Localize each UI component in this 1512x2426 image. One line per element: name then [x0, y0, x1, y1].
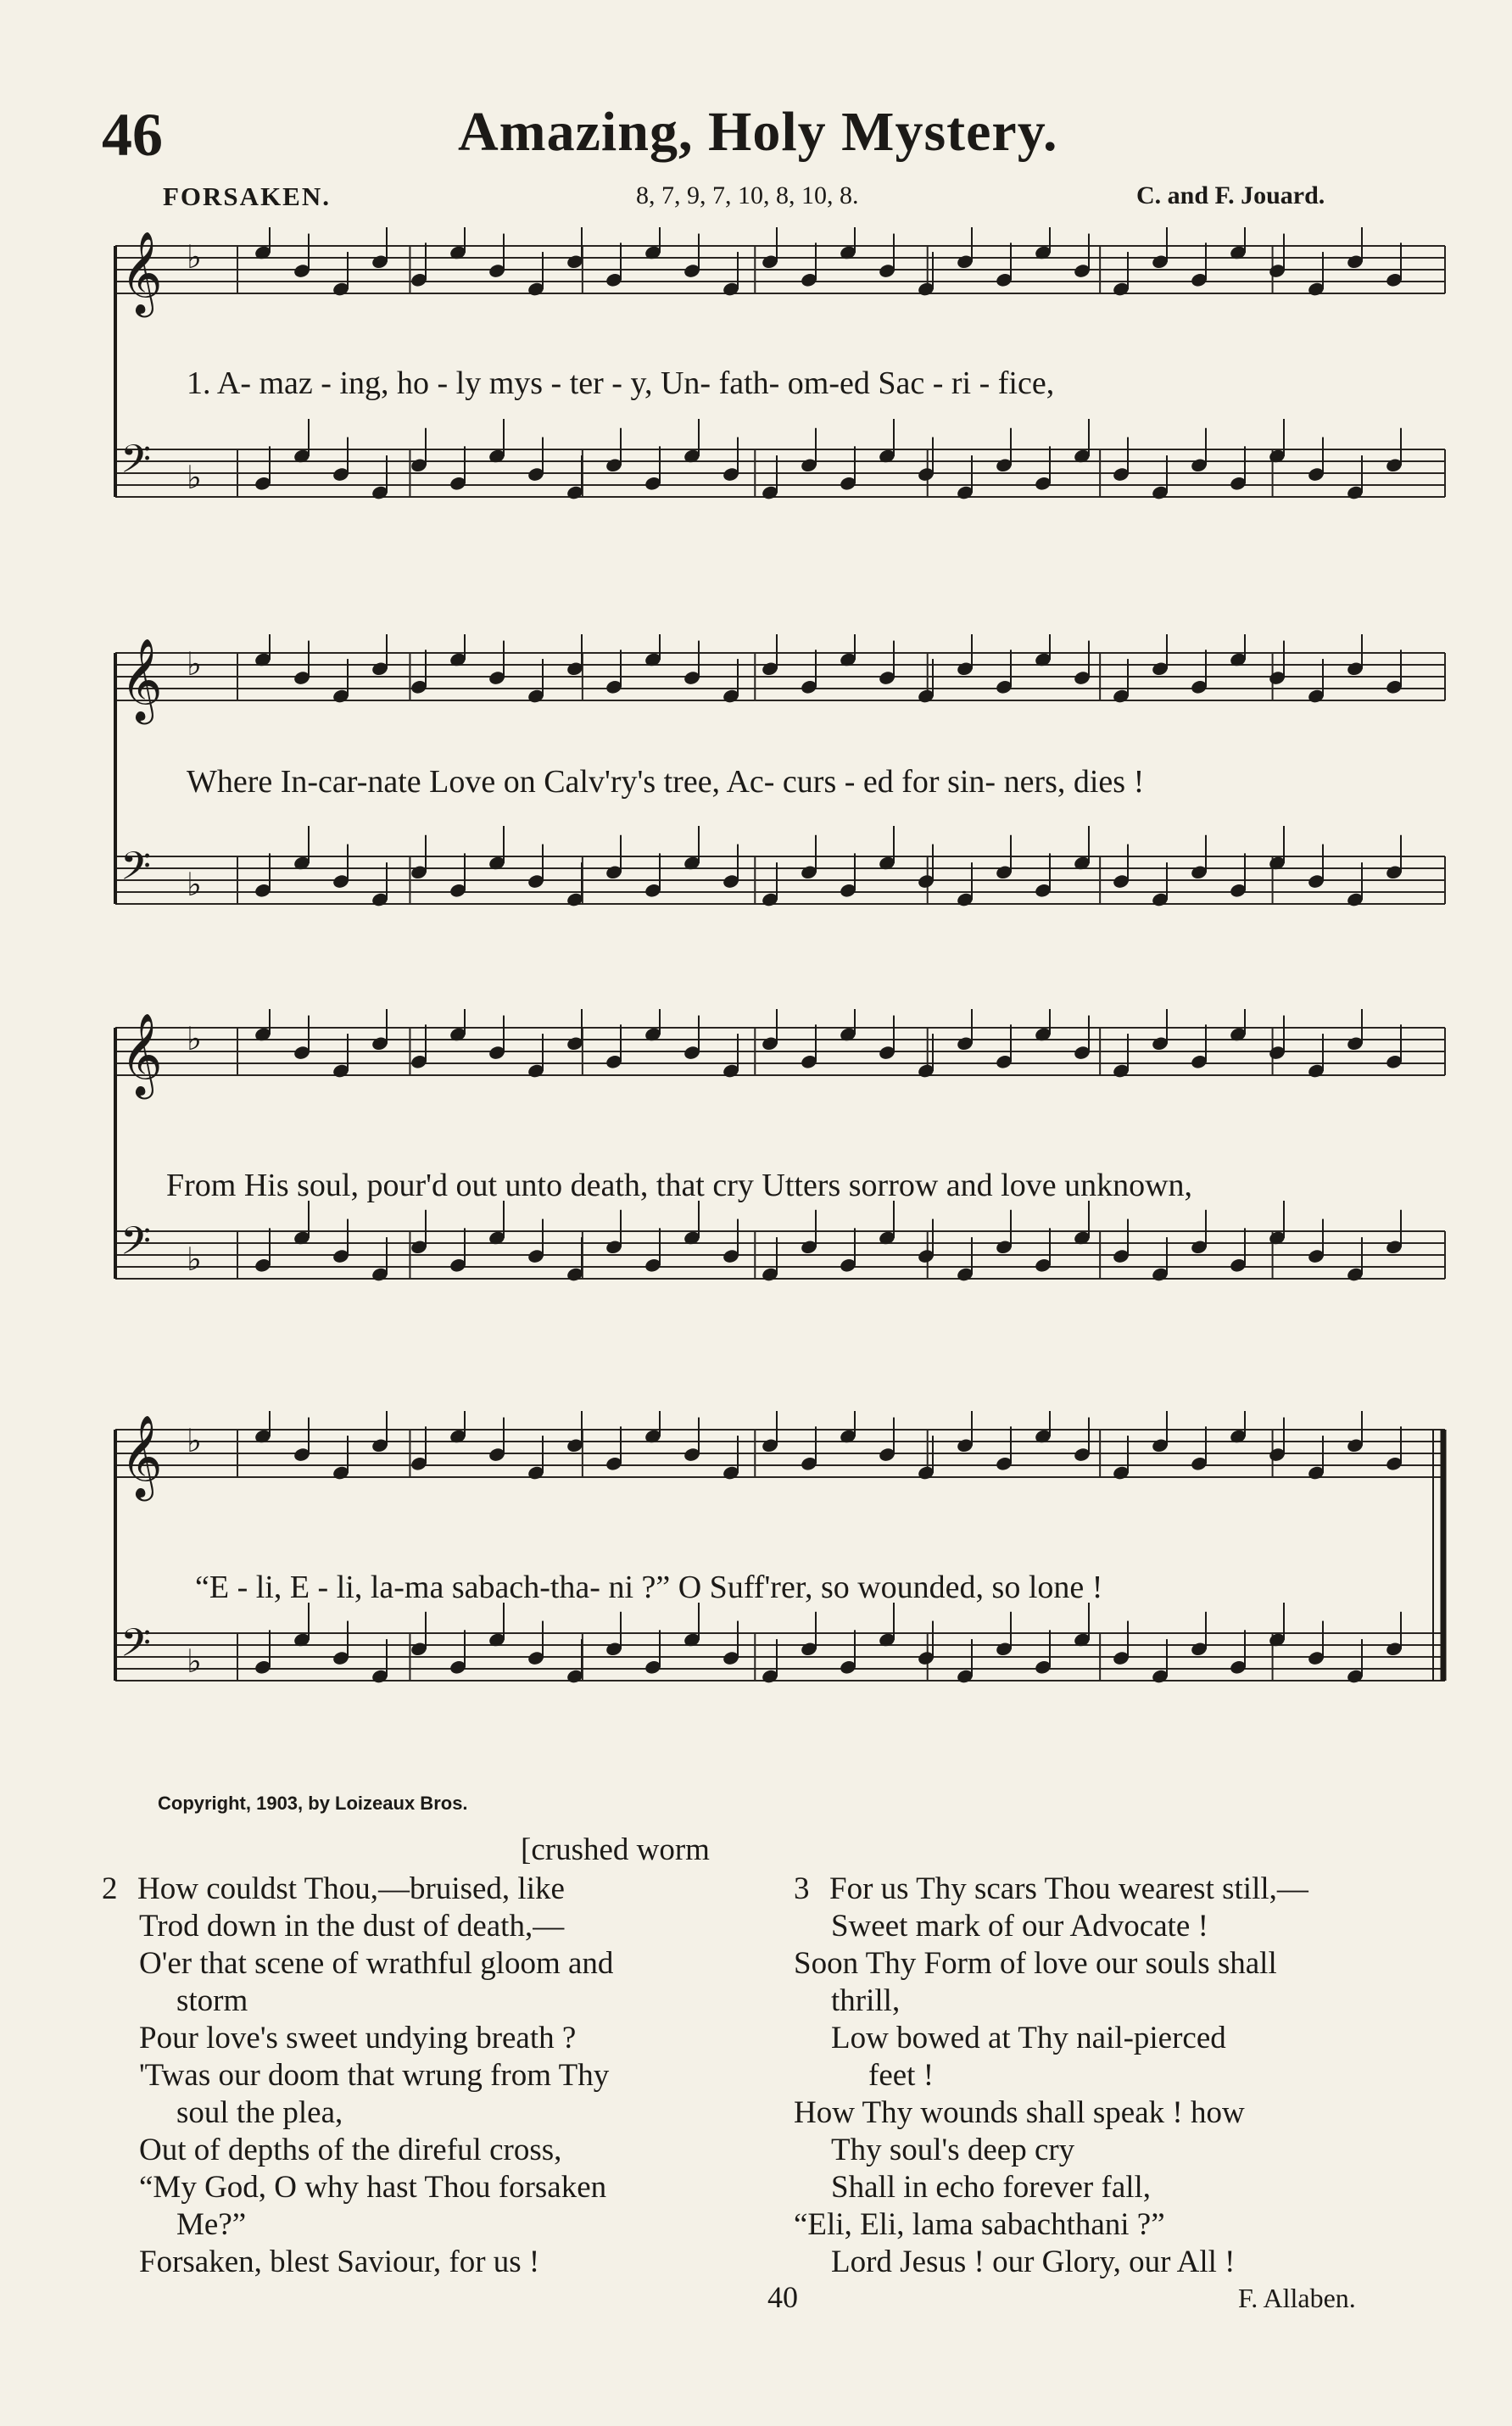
verse-line: “Eli, Eli, lama sabachthani ?” — [794, 2207, 1165, 2242]
verse-line: Shall in echo forever fall, — [831, 2170, 1152, 2205]
verse-line: How couldst Thou,—bruised, like — [137, 1871, 565, 1906]
flat-key-signature-icon: ♭ — [187, 1422, 202, 1459]
verse-3 — [794, 1871, 1464, 2281]
verse-2 — [102, 1871, 772, 2281]
grand-staff — [102, 227, 1459, 600]
flat-key-signature-icon: ♭ — [187, 1020, 202, 1057]
meter: 8, 7, 9, 7, 10, 8, 10, 8. — [636, 181, 859, 209]
flat-key-signature-icon: ♭ — [187, 459, 202, 496]
verse-line: Trod down in the dust of death,— — [139, 1909, 565, 1944]
bass-clef-icon: 𝄢 — [120, 437, 152, 492]
music-system-2 — [102, 634, 1459, 1007]
composer: C. and F. Jouard. — [1136, 181, 1325, 209]
lyric-line-1: 1. A- maz - ing, ho - ly mys - ter - y, Un- fath- om-ed Sac - ri - fice, — [187, 365, 1055, 401]
verse-line: Lord Jesus ! our Glory, our All ! — [831, 2245, 1236, 2279]
treble-clef-icon: 𝄞 — [120, 1012, 163, 1096]
verse-line: feet ! — [868, 2058, 935, 2093]
page-number: 40 — [767, 2280, 798, 2314]
flat-key-signature-icon: ♭ — [187, 238, 202, 276]
verse-line: Soon Thy Form of love our souls shall — [794, 1946, 1277, 1981]
verse-line: Pour love's sweet undying breath ? — [139, 2021, 577, 2055]
verse-line: 'Twas our doom that wrung from Thy — [139, 2058, 610, 2093]
grand-staff — [102, 634, 1459, 1007]
verse-line: storm — [176, 1983, 248, 2018]
verse-line: How Thy wounds shall speak ! how — [794, 2095, 1245, 2130]
treble-clef-icon: 𝄞 — [120, 1414, 163, 1497]
verse-number: 3 — [794, 1871, 810, 1906]
copyright: Copyright, 1903, by Loizeaux Bros. — [158, 1793, 468, 1814]
verse-2-overflow: [crushed worm — [521, 1832, 710, 1867]
verse-line: “My God, O why hast Thou forsaken — [139, 2170, 607, 2205]
treble-clef-icon: 𝄞 — [120, 638, 163, 721]
flat-key-signature-icon: ♭ — [187, 1241, 202, 1278]
verse-line: Forsaken, blest Saviour, for us ! — [139, 2245, 540, 2279]
verse-line: Me?” — [176, 2207, 247, 2242]
lyric-line-3: From His soul, pour'd out unto death, that cry Utters sorrow and love unknown, — [166, 1168, 1193, 1203]
verse-line: O'er that scene of wrathful gloom and — [139, 1946, 614, 1981]
flat-key-signature-icon: ♭ — [187, 866, 202, 903]
hymn-number: 46 — [102, 101, 163, 169]
bass-clef-icon: 𝄢 — [120, 1620, 152, 1676]
verse-line: Out of depths of the direful cross, — [139, 2133, 562, 2167]
music-system-3 — [102, 1009, 1459, 1382]
verse-line: Thy soul's deep cry — [831, 2133, 1075, 2167]
lyric-line-2: Where In-car-nate Love on Calv'ry's tree, Ac- curs - ed for sin- ners, dies ! — [187, 764, 1145, 800]
hymn-title: Amazing, Holy Mystery. — [458, 101, 1058, 163]
verse-line: For us Thy scars Thou wearest still,— — [829, 1871, 1308, 1906]
flat-key-signature-icon: ♭ — [187, 645, 202, 683]
verse-line: thrill, — [831, 1983, 901, 2018]
flat-key-signature-icon: ♭ — [187, 1642, 202, 1680]
bass-clef-icon: 𝄢 — [120, 844, 152, 899]
verse-number: 2 — [102, 1871, 118, 1906]
verse-author: F. Allaben. — [1238, 2283, 1356, 2313]
music-system-1 — [102, 227, 1459, 600]
lyric-line-4: “E - li, E - li, la-ma sabach-tha- ni ?” O Suff'rer, so wounded, so lone ! — [195, 1570, 1103, 1605]
verse-line: Sweet mark of our Advocate ! — [831, 1909, 1208, 1944]
treble-clef-icon: 𝄞 — [120, 231, 163, 314]
verse-line: soul the plea, — [176, 2095, 343, 2130]
verse-line: Low bowed at Thy nail-pierced — [831, 2021, 1226, 2055]
tune-name: FORSAKEN. — [163, 181, 331, 211]
music-system-4 — [102, 1411, 1459, 1784]
bass-clef-icon: 𝄢 — [120, 1219, 152, 1274]
